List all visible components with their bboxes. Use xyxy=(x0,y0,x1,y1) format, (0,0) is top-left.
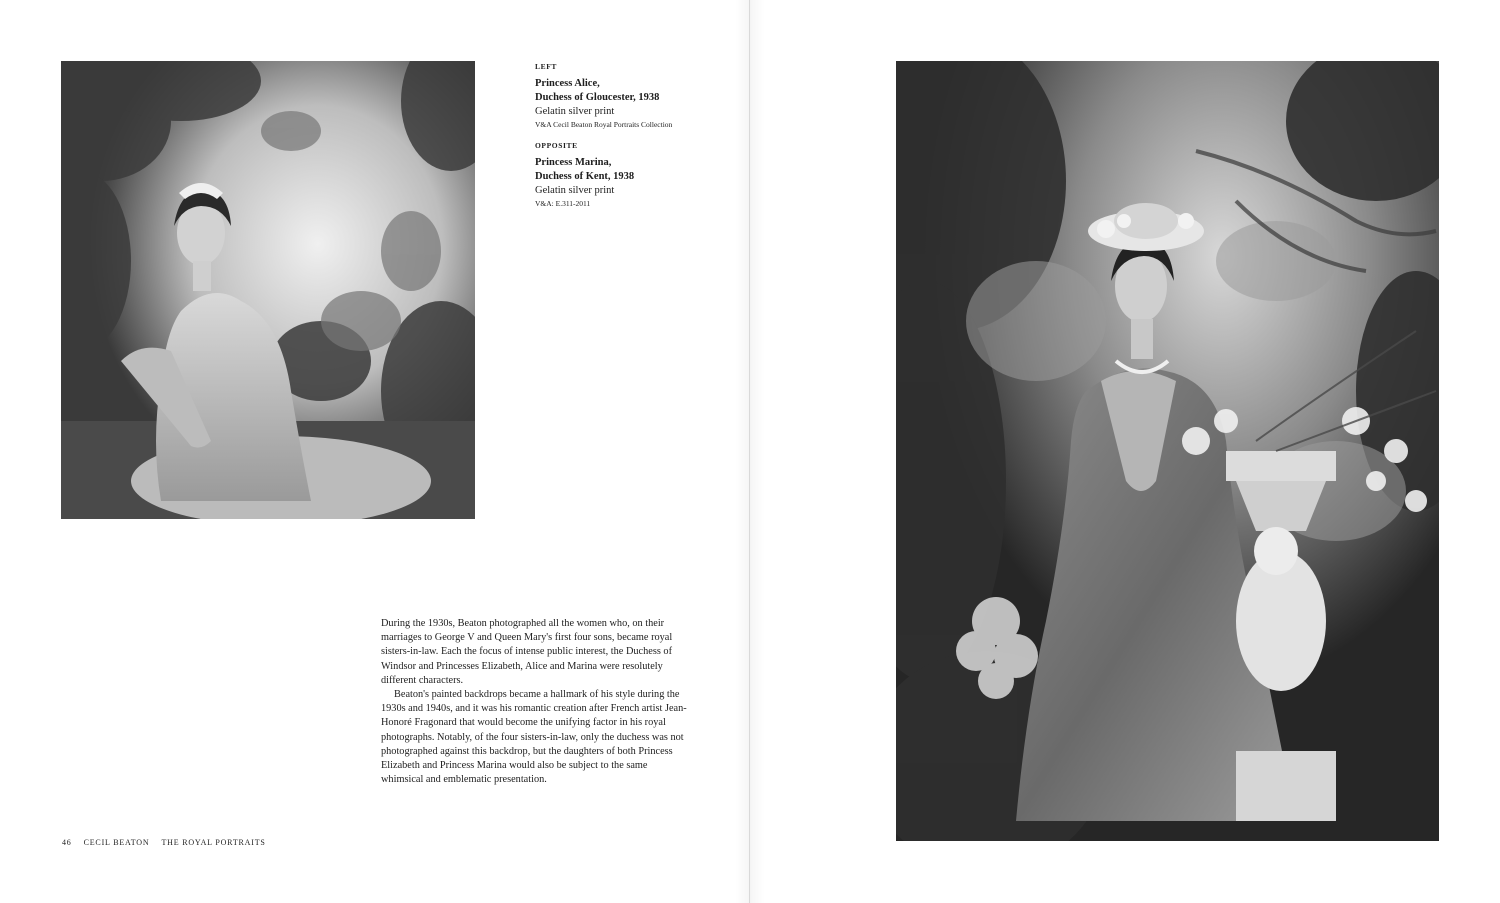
gutter-shadow xyxy=(735,0,765,903)
caption-title: Princess Alice, xyxy=(535,78,600,89)
caption-column xyxy=(535,62,735,220)
portrait-photo-right-illustration xyxy=(896,61,1439,841)
caption-kicker: OPPOSITE xyxy=(535,141,578,150)
portrait-photo-right xyxy=(896,61,1439,841)
page-gutter xyxy=(749,0,750,903)
caption-kicker: LEFT xyxy=(535,62,557,71)
caption-title: Duchess of Kent, 1938 xyxy=(535,171,635,182)
caption-source: V&A: E.311-2011 xyxy=(535,199,591,208)
caption-opposite xyxy=(535,141,735,210)
running-head-book: CECIL BEATON xyxy=(83,838,150,847)
caption-title: Duchess of Gloucester, 1938 xyxy=(535,92,660,103)
portrait-photo-left-illustration xyxy=(61,61,475,519)
caption-medium: Gelatin silver print xyxy=(535,185,615,196)
caption-medium: Gelatin silver print xyxy=(535,106,615,117)
body-paragraph: Beaton's painted backdrops became a hallmark of his style during the 1930s and 1940s, and it was his romantic creation after French artist Jean-Honoré Fragonard that would become the unifying factor in his royal photographs. Notably, of the four sisters-in-law, only the duchess was not photographed against this backdrop, but the daughters of both Princess Elizabeth and Princess Marina would also be subject to the same whimsical and emblematic presentation. xyxy=(381,689,687,786)
body-paragraph: During the 1930s, Beaton photographed all the women who, on their marriages to George V and Queen Mary's first four sons, became royal sisters-in-law. Each the focus of intense public interest, the Duchess of Windsor and Princesses Elizabeth, Alice and Marina were resolutely different characters. xyxy=(381,618,673,686)
running-head-section: THE ROYAL PORTRAITS xyxy=(161,838,266,847)
portrait-photo-left xyxy=(61,61,475,519)
folio xyxy=(62,838,266,847)
page-number: 46 xyxy=(62,838,72,847)
body-text xyxy=(381,617,691,787)
caption-left xyxy=(535,62,735,131)
caption-title: Princess Marina, xyxy=(535,157,612,168)
caption-source: V&A Cecil Beaton Royal Portraits Collection xyxy=(535,120,673,129)
